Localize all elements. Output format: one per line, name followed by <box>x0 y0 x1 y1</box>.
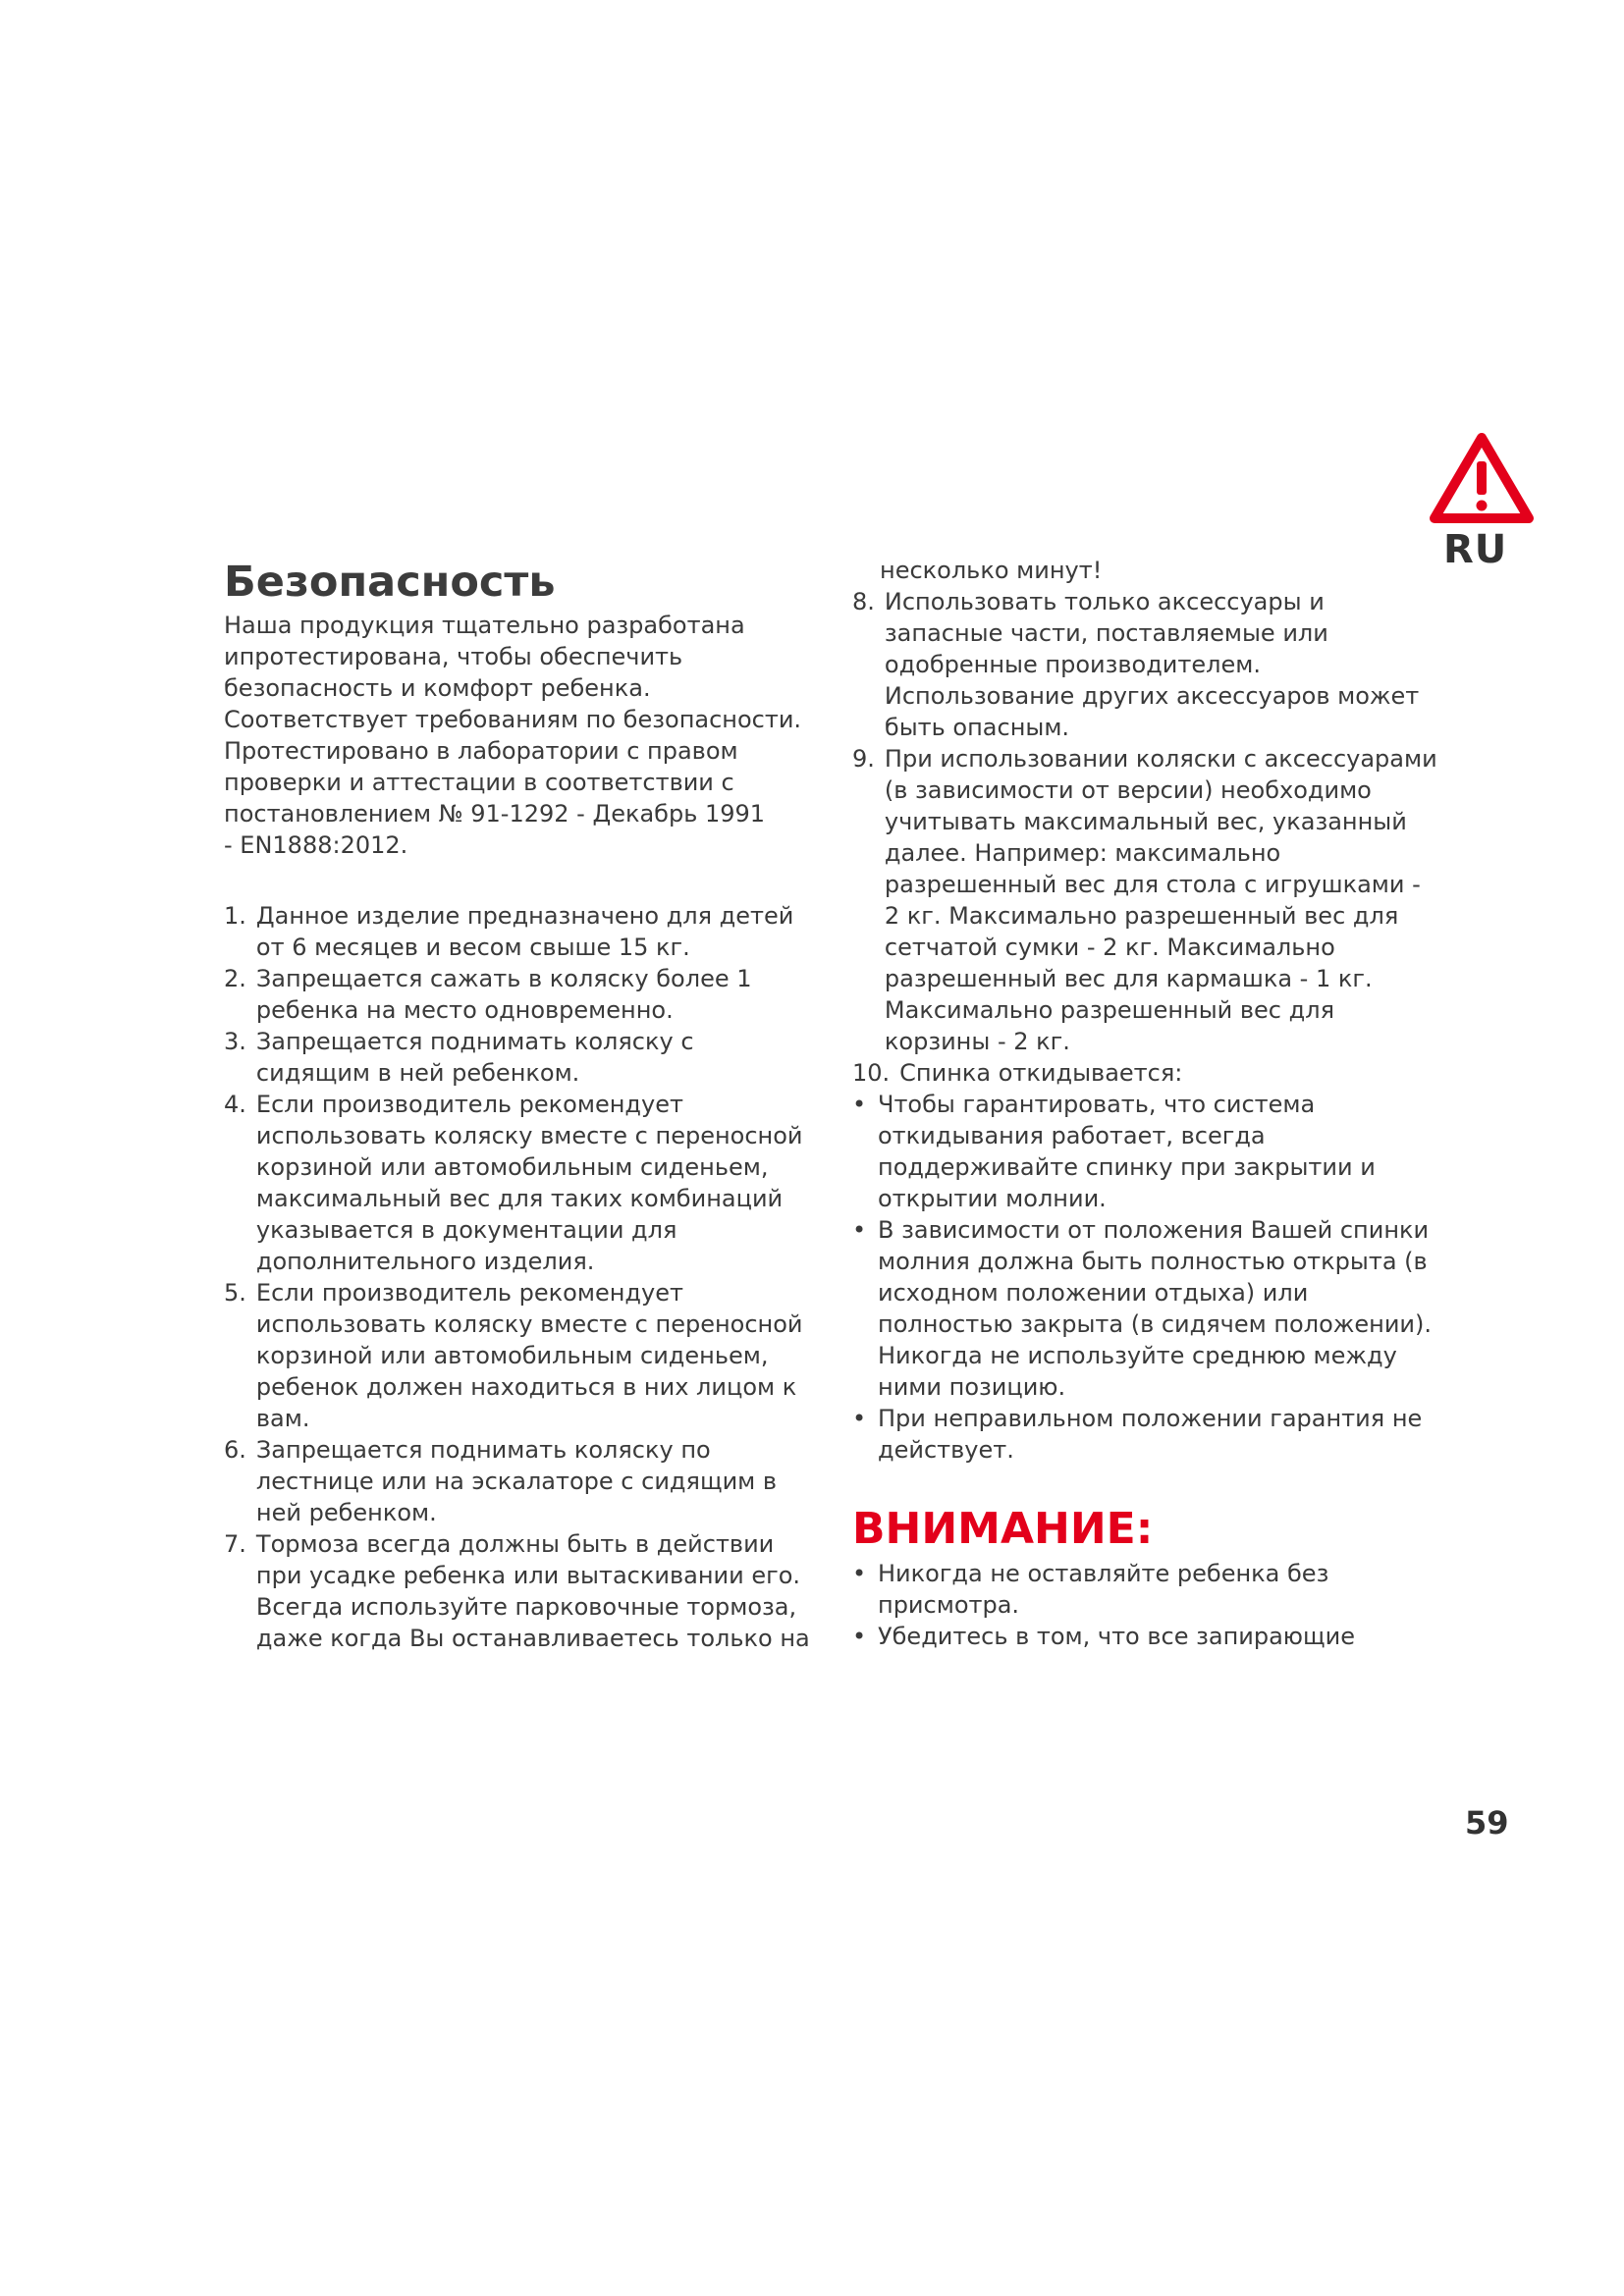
item-text: Запрещается поднимать коляску по лестнице или на эскалаторе с сидящим в ней ребенком. <box>255 1436 778 1526</box>
item-text: Запрещается поднимать коляску с сидящим в ней ребенком. <box>255 1028 694 1087</box>
list-item <box>224 1277 813 1434</box>
item-text: Данное изделие предназначено для детей от 6 месяцев и весом свыше 15 кг. <box>255 902 794 961</box>
page-title: Безопасность <box>224 558 556 607</box>
item-number: 9. <box>852 745 875 773</box>
left-column <box>224 555 813 1654</box>
intro-line: постановлением № 91-1292 - Декабрь 1991 <box>224 800 766 828</box>
language-code: RU <box>1443 527 1508 572</box>
bullet-item <box>852 1214 1441 1403</box>
list-item <box>224 1089 813 1277</box>
right-column <box>852 555 1441 1652</box>
item-number: 8. <box>852 588 875 615</box>
item-text: Если производитель рекомендует использовать коляску вместе с переносной корзиной или автомобильным сиденьем, максимальный вес для таких комбинаций указывается в документации для дополнительного изделия. <box>255 1091 803 1275</box>
bullet-icon: • <box>852 1091 867 1118</box>
bullet-text: Убедитесь в том, что все запирающие <box>878 1623 1355 1650</box>
list-item <box>224 1528 813 1654</box>
item-text: Использовать только аксессуары и запасные части, поставляемые или одобренные производителем. Использование других аксессуаров может быть опасным. <box>884 588 1420 741</box>
intro-line: Протестировано в лаборатории с правом <box>224 737 738 765</box>
intro-line: Соответствует требованиям по безопасности. <box>224 706 802 733</box>
bullet-icon: • <box>852 1560 867 1587</box>
bullet-item <box>852 1403 1441 1466</box>
item-number: 5. <box>224 1279 246 1307</box>
item-number: 7. <box>224 1530 246 1558</box>
bullet-text: Никогда не оставляйте ребенка без присмотра. <box>878 1560 1329 1619</box>
item-text: При использовании коляски с аксессуарами (в зависимости от версии) необходимо учитывать максимальный вес, указанный далее. Например: максимально разрешенный вес для стола с игрушками - 2 кг. Максимально разрешенный вес для сетчатой сумки - 2 кг. Максимально разрешенный вес для кармашка - 1 кг. Максимально разрешенный вес для корзины - 2 кг. <box>884 745 1437 1055</box>
bullet-icon: • <box>852 1623 867 1650</box>
continued-text: несколько минут! <box>880 557 1103 584</box>
list-item <box>224 900 813 963</box>
attention-heading: ВНИМАНИЕ: <box>852 1504 1154 1554</box>
page-number: 59 <box>1465 1804 1509 1842</box>
bullet-text: При неправильном положении гарантия не действует. <box>878 1405 1423 1464</box>
intro-line: - EN1888:2012. <box>224 831 408 859</box>
item-number: 4. <box>224 1091 246 1118</box>
bullet-icon: • <box>852 1405 867 1432</box>
intro-line: Наша продукция тщательно разработана <box>224 612 745 639</box>
list-item <box>224 1434 813 1528</box>
bullet-icon: • <box>852 1216 867 1244</box>
item-text: Если производитель рекомендует использовать коляску вместе с переносной корзиной или автомобильным сиденьем, ребенок должен находиться в них лицом к вам. <box>255 1279 803 1432</box>
warning-triangle-icon <box>1429 432 1535 526</box>
item-text: Тормоза всегда должны быть в действии при усадке ребенка или вытаскивании его. Всегда используйте парковочные тормоза, даже когда Вы останавливаетесь только на <box>255 1530 810 1652</box>
list-item <box>224 1026 813 1089</box>
item-number: 6. <box>224 1436 246 1464</box>
item-number: 3. <box>224 1028 246 1055</box>
bullet-text: Чтобы гарантировать, что система откидывания работает, всегда поддерживайте спинку при закрытии и открытии молнии. <box>878 1091 1376 1212</box>
intro-line: проверки и аттестации в соответствии с <box>224 769 734 796</box>
bullet-item <box>852 1558 1441 1621</box>
item-number: 2. <box>224 965 246 992</box>
intro-line: ипротестирована, чтобы обеспечить <box>224 643 683 670</box>
intro-line: безопасность и комфорт ребенка. <box>224 674 651 702</box>
item-number: 1. <box>224 902 246 930</box>
bullet-text: В зависимости от положения Вашей спинки молния должна быть полностью открыта (в исходном положении отдыха) или полностью закрыта (в сидячем положении). Никогда не используйте среднюю между ними позицию. <box>878 1216 1433 1401</box>
item-text: Спинка откидывается: <box>899 1059 1183 1087</box>
bullet-item <box>852 1089 1441 1214</box>
item-text: Запрещается сажать в коляску более 1 ребенка на место одновременно. <box>255 965 752 1024</box>
list-item <box>852 743 1441 1057</box>
item-number: 10. <box>852 1059 891 1087</box>
list-item <box>224 963 813 1026</box>
intro-paragraph <box>224 610 813 861</box>
bullet-item <box>852 1621 1441 1652</box>
list-item <box>852 1057 1441 1089</box>
list-item <box>852 586 1441 743</box>
